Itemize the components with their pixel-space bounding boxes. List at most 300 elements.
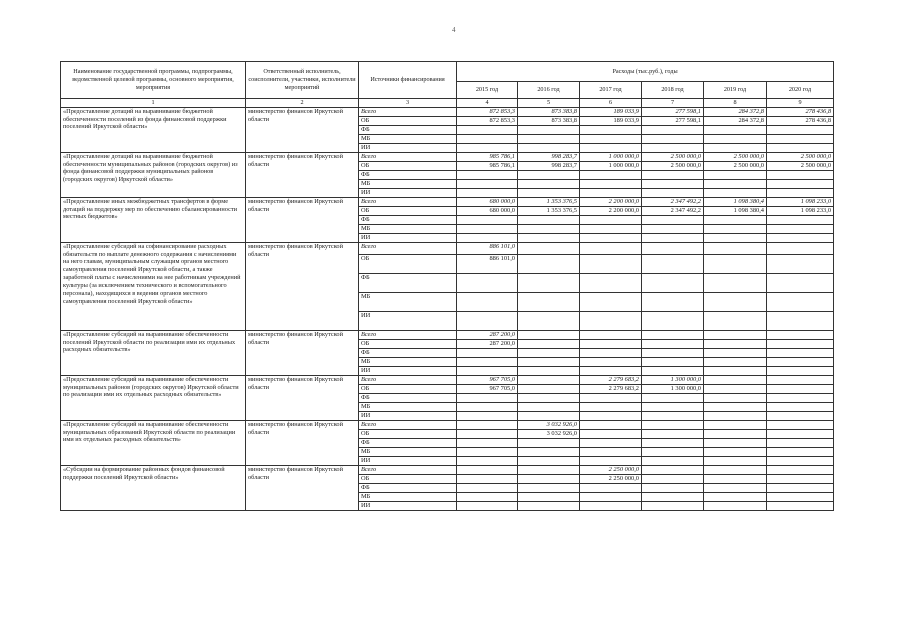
- amount-cell: [580, 215, 642, 224]
- amount-cell: 886 101,0: [457, 254, 518, 273]
- amount-cell: [457, 393, 518, 402]
- amount-cell: [518, 411, 580, 420]
- funding-source: ОБ: [359, 206, 457, 215]
- funding-source: ОБ: [359, 429, 457, 438]
- amount-cell: [518, 273, 580, 292]
- amount-cell: [457, 429, 518, 438]
- funding-source: Всего: [359, 107, 457, 116]
- header-sources: Источники финансирования: [359, 62, 457, 99]
- amount-cell: [704, 292, 767, 311]
- funding-source: МБ: [359, 402, 457, 411]
- amount-cell: [642, 242, 704, 254]
- responsible-executor: министерство финансов Иркутской области: [246, 242, 359, 330]
- amount-cell: [767, 330, 834, 339]
- amount-cell: 873 383,8: [518, 116, 580, 125]
- amount-cell: [457, 143, 518, 152]
- amount-cell: 2 250 000,0: [580, 474, 642, 483]
- amount-cell: [580, 393, 642, 402]
- amount-cell: 3 032 926,0: [518, 429, 580, 438]
- amount-cell: [518, 311, 580, 330]
- amount-cell: [642, 254, 704, 273]
- responsible-executor: министерство финансов Иркутской области: [246, 420, 359, 465]
- amount-cell: [704, 224, 767, 233]
- amount-cell: [767, 125, 834, 134]
- amount-cell: [457, 188, 518, 197]
- amount-cell: [580, 492, 642, 501]
- amount-cell: [767, 474, 834, 483]
- table-row: [61, 242, 834, 254]
- funding-source: Всего: [359, 375, 457, 384]
- amount-cell: [704, 438, 767, 447]
- amount-cell: [767, 242, 834, 254]
- amount-cell: 2 347 492,2: [642, 197, 704, 206]
- amount-cell: 2 347 492,2: [642, 206, 704, 215]
- amount-cell: [704, 492, 767, 501]
- amount-cell: [518, 348, 580, 357]
- amount-cell: 886 101,0: [457, 242, 518, 254]
- funding-source: Всего: [359, 330, 457, 339]
- amount-cell: 1 300 000,0: [642, 375, 704, 384]
- funding-source: ОБ: [359, 384, 457, 393]
- amount-cell: 278 436,8: [767, 107, 834, 116]
- amount-cell: [457, 501, 518, 510]
- amount-cell: [767, 292, 834, 311]
- amount-cell: [518, 215, 580, 224]
- amount-cell: [767, 420, 834, 429]
- amount-cell: [642, 224, 704, 233]
- budget-table: [60, 61, 834, 511]
- responsible-executor: министерство финансов Иркутской области: [246, 152, 359, 197]
- amount-cell: [580, 366, 642, 375]
- amount-cell: 985 786,1: [457, 152, 518, 161]
- amount-cell: [767, 233, 834, 242]
- amount-cell: [580, 170, 642, 179]
- table-row: [61, 420, 834, 429]
- amount-cell: [642, 233, 704, 242]
- amount-cell: [457, 179, 518, 188]
- amount-cell: [580, 224, 642, 233]
- amount-cell: [767, 339, 834, 348]
- funding-source: ИИ: [359, 366, 457, 375]
- amount-cell: [642, 134, 704, 143]
- amount-cell: [457, 402, 518, 411]
- amount-cell: [580, 420, 642, 429]
- amount-cell: [767, 375, 834, 384]
- funding-source: ФБ: [359, 483, 457, 492]
- funding-source: ОБ: [359, 161, 457, 170]
- amount-cell: [580, 411, 642, 420]
- funding-source: МБ: [359, 357, 457, 366]
- column-index: 9: [767, 99, 834, 108]
- amount-cell: 1 300 000,0: [642, 384, 704, 393]
- amount-cell: [580, 483, 642, 492]
- program-name: «Предоставление субсидий на выравнивание обеспеченности муниципальных образований Иркутской области по реализации ими их отдельных расходных обязательств»: [61, 420, 246, 465]
- amount-cell: [642, 429, 704, 438]
- amount-cell: 998 283,7: [518, 152, 580, 161]
- amount-cell: [642, 292, 704, 311]
- amount-cell: [580, 179, 642, 188]
- amount-cell: [518, 483, 580, 492]
- amount-cell: 2 500 000,0: [704, 161, 767, 170]
- amount-cell: 1 353 376,5: [518, 197, 580, 206]
- amount-cell: [704, 474, 767, 483]
- amount-cell: [457, 483, 518, 492]
- amount-cell: [767, 311, 834, 330]
- amount-cell: [767, 384, 834, 393]
- amount-cell: [642, 143, 704, 152]
- amount-cell: 189 033,9: [580, 116, 642, 125]
- funding-source: ФБ: [359, 170, 457, 179]
- amount-cell: [767, 357, 834, 366]
- amount-cell: [704, 125, 767, 134]
- amount-cell: 284 372,8: [704, 116, 767, 125]
- amount-cell: [704, 393, 767, 402]
- funding-source: ОБ: [359, 254, 457, 273]
- amount-cell: [767, 492, 834, 501]
- amount-cell: [457, 125, 518, 134]
- header-year: 2020 год: [767, 82, 834, 99]
- amount-cell: [518, 393, 580, 402]
- amount-cell: [642, 311, 704, 330]
- amount-cell: [767, 393, 834, 402]
- amount-cell: [518, 125, 580, 134]
- header-program: Наименование государственной программы, подпрограммы, ведомственной целевой программы, основного мероприятия, мероприятия: [61, 62, 246, 99]
- amount-cell: [642, 125, 704, 134]
- funding-source: ФБ: [359, 393, 457, 402]
- funding-source: МБ: [359, 179, 457, 188]
- amount-cell: [767, 215, 834, 224]
- amount-cell: [642, 215, 704, 224]
- amount-cell: [704, 215, 767, 224]
- amount-cell: [518, 366, 580, 375]
- funding-source: ОБ: [359, 474, 457, 483]
- amount-cell: [518, 143, 580, 152]
- amount-cell: [518, 170, 580, 179]
- amount-cell: [642, 438, 704, 447]
- funding-source: Всего: [359, 197, 457, 206]
- amount-cell: [518, 375, 580, 384]
- responsible-executor: министерство финансов Иркутской области: [246, 465, 359, 510]
- funding-source: МБ: [359, 492, 457, 501]
- amount-cell: [518, 242, 580, 254]
- amount-cell: [767, 273, 834, 292]
- header-year: 2019 год: [704, 82, 767, 99]
- amount-cell: [457, 474, 518, 483]
- amount-cell: [767, 348, 834, 357]
- program-name: «Субсидии на формирование районных фондов финансовой поддержки поселений Иркутской области»: [61, 465, 246, 510]
- amount-cell: [767, 402, 834, 411]
- amount-cell: [518, 339, 580, 348]
- header-year: 2017 год: [580, 82, 642, 99]
- column-index: 6: [580, 99, 642, 108]
- amount-cell: [580, 254, 642, 273]
- amount-cell: [642, 411, 704, 420]
- header-responsible: Ответственный исполнитель, соисполнители, участники, исполнители мероприятий: [246, 62, 359, 99]
- funding-source: ФБ: [359, 348, 457, 357]
- amount-cell: [518, 188, 580, 197]
- amount-cell: [580, 330, 642, 339]
- amount-cell: [580, 501, 642, 510]
- amount-cell: [767, 411, 834, 420]
- amount-cell: [518, 254, 580, 273]
- amount-cell: [580, 402, 642, 411]
- amount-cell: 1 098 233,0: [767, 197, 834, 206]
- amount-cell: 278 436,8: [767, 116, 834, 125]
- amount-cell: [767, 179, 834, 188]
- amount-cell: [642, 348, 704, 357]
- amount-cell: [518, 474, 580, 483]
- header-year: 2016 год: [518, 82, 580, 99]
- amount-cell: [704, 501, 767, 510]
- amount-cell: [457, 420, 518, 429]
- funding-source: Всего: [359, 465, 457, 474]
- amount-cell: [704, 357, 767, 366]
- amount-cell: [457, 465, 518, 474]
- amount-cell: [457, 224, 518, 233]
- amount-cell: [704, 339, 767, 348]
- amount-cell: 680 000,0: [457, 206, 518, 215]
- amount-cell: [704, 273, 767, 292]
- table-row: [61, 197, 834, 206]
- funding-source: ИИ: [359, 501, 457, 510]
- funding-source: ИИ: [359, 188, 457, 197]
- program-name: «Предоставление иных межбюджетных трансфертов в форме дотаций на поддержку мер по обеспечению сбалансированности местных бюджетов»: [61, 197, 246, 242]
- amount-cell: [580, 233, 642, 242]
- amount-cell: [767, 438, 834, 447]
- responsible-executor: министерство финансов Иркутской области: [246, 330, 359, 375]
- amount-cell: [767, 143, 834, 152]
- funding-source: ОБ: [359, 339, 457, 348]
- amount-cell: [518, 179, 580, 188]
- amount-cell: [704, 143, 767, 152]
- amount-cell: [704, 242, 767, 254]
- amount-cell: [580, 188, 642, 197]
- amount-cell: [704, 456, 767, 465]
- amount-cell: [518, 465, 580, 474]
- amount-cell: [642, 420, 704, 429]
- amount-cell: [642, 366, 704, 375]
- amount-cell: [704, 483, 767, 492]
- amount-cell: [642, 474, 704, 483]
- amount-cell: [767, 134, 834, 143]
- amount-cell: [704, 311, 767, 330]
- amount-cell: 1 000 000,0: [580, 161, 642, 170]
- amount-cell: [457, 438, 518, 447]
- amount-cell: 873 383,8: [518, 107, 580, 116]
- amount-cell: [704, 366, 767, 375]
- amount-cell: [457, 366, 518, 375]
- program-name: «Предоставление субсидий на софинансирование расходных обязательств по выплате денежного содержания с начислениями на него главам, муниципальным служащим органов местного самоуправления поселений Иркутской области, а также заработной платы с начислениями на нее работникам учреждений культуры (за исключением технического и вспомогательного персонала), находящихся в ведении органов местного самоуправления поселений Иркутской области»: [61, 242, 246, 330]
- amount-cell: 2 250 000,0: [580, 465, 642, 474]
- amount-cell: [457, 170, 518, 179]
- amount-cell: [580, 348, 642, 357]
- amount-cell: [642, 273, 704, 292]
- funding-source: Всего: [359, 152, 457, 161]
- amount-cell: [580, 273, 642, 292]
- amount-cell: [457, 492, 518, 501]
- amount-cell: [767, 447, 834, 456]
- amount-cell: [704, 233, 767, 242]
- amount-cell: [518, 438, 580, 447]
- funding-source: ОБ: [359, 116, 457, 125]
- amount-cell: [704, 179, 767, 188]
- amount-cell: [518, 447, 580, 456]
- amount-cell: [518, 357, 580, 366]
- amount-cell: [642, 188, 704, 197]
- responsible-executor: министерство финансов Иркутской области: [246, 107, 359, 152]
- funding-source: ИИ: [359, 311, 457, 330]
- funding-source: Всего: [359, 242, 457, 254]
- amount-cell: 189 033,9: [580, 107, 642, 116]
- amount-cell: [642, 170, 704, 179]
- amount-cell: [518, 330, 580, 339]
- amount-cell: 1 098 380,4: [704, 197, 767, 206]
- amount-cell: [767, 366, 834, 375]
- amount-cell: [704, 447, 767, 456]
- program-name: «Предоставление субсидий на выравнивание обеспеченности поселений Иркутской области по реализации ими их отдельных расходных обязательств»: [61, 330, 246, 375]
- funding-source: ИИ: [359, 411, 457, 420]
- amount-cell: [457, 311, 518, 330]
- amount-cell: 1 353 376,5: [518, 206, 580, 215]
- amount-cell: [518, 224, 580, 233]
- amount-cell: [580, 357, 642, 366]
- amount-cell: 3 032 926,0: [518, 420, 580, 429]
- amount-cell: [767, 465, 834, 474]
- amount-cell: 1 098 380,4: [704, 206, 767, 215]
- column-index: 4: [457, 99, 518, 108]
- amount-cell: [518, 501, 580, 510]
- funding-source: ФБ: [359, 273, 457, 292]
- responsible-executor: министерство финансов Иркутской области: [246, 375, 359, 420]
- amount-cell: [704, 188, 767, 197]
- amount-cell: [580, 311, 642, 330]
- amount-cell: [457, 447, 518, 456]
- amount-cell: [642, 330, 704, 339]
- amount-cell: [580, 143, 642, 152]
- responsible-executor: министерство финансов Иркутской области: [246, 197, 359, 242]
- amount-cell: [704, 420, 767, 429]
- amount-cell: [767, 456, 834, 465]
- amount-cell: 967 705,0: [457, 384, 518, 393]
- column-index: 5: [518, 99, 580, 108]
- amount-cell: 2 500 000,0: [767, 152, 834, 161]
- table-row: [61, 330, 834, 339]
- amount-cell: [642, 402, 704, 411]
- amount-cell: 2 279 683,2: [580, 384, 642, 393]
- amount-cell: [704, 254, 767, 273]
- amount-cell: 998 283,7: [518, 161, 580, 170]
- funding-source: МБ: [359, 447, 457, 456]
- amount-cell: 967 705,0: [457, 375, 518, 384]
- funding-source: МБ: [359, 224, 457, 233]
- amount-cell: [580, 134, 642, 143]
- amount-cell: [704, 465, 767, 474]
- table-row: [61, 465, 834, 474]
- amount-cell: 287 200,0: [457, 339, 518, 348]
- amount-cell: [642, 393, 704, 402]
- amount-cell: [580, 429, 642, 438]
- amount-cell: [457, 134, 518, 143]
- amount-cell: [642, 501, 704, 510]
- column-index: 8: [704, 99, 767, 108]
- header-expenses: Расходы (тыс.руб.), годы: [457, 62, 834, 82]
- amount-cell: 1 098 233,0: [767, 206, 834, 215]
- amount-cell: 680 000,0: [457, 197, 518, 206]
- funding-source: ИИ: [359, 143, 457, 152]
- amount-cell: [642, 179, 704, 188]
- amount-cell: [518, 402, 580, 411]
- amount-cell: [518, 492, 580, 501]
- amount-cell: [457, 411, 518, 420]
- amount-cell: [457, 456, 518, 465]
- amount-cell: 2 500 000,0: [642, 152, 704, 161]
- amount-cell: 2 500 000,0: [642, 161, 704, 170]
- amount-cell: [580, 242, 642, 254]
- funding-source: МБ: [359, 134, 457, 143]
- program-name: «Предоставление субсидий на выравнивание обеспеченности муниципальных районов (городских округов) Иркутской области по реализации ими их отдельных расходных обязательств»: [61, 375, 246, 420]
- amount-cell: 2 500 000,0: [704, 152, 767, 161]
- funding-source: ФБ: [359, 438, 457, 447]
- amount-cell: [704, 348, 767, 357]
- amount-cell: [704, 384, 767, 393]
- amount-cell: [642, 447, 704, 456]
- amount-cell: [518, 134, 580, 143]
- table-row: [61, 375, 834, 384]
- amount-cell: [704, 134, 767, 143]
- amount-cell: [642, 357, 704, 366]
- amount-cell: [457, 215, 518, 224]
- amount-cell: [767, 224, 834, 233]
- amount-cell: [457, 348, 518, 357]
- amount-cell: 1 000 000,0: [580, 152, 642, 161]
- amount-cell: [457, 357, 518, 366]
- amount-cell: [518, 233, 580, 242]
- column-index: 7: [642, 99, 704, 108]
- amount-cell: [767, 501, 834, 510]
- amount-cell: [767, 188, 834, 197]
- amount-cell: 2 279 683,2: [580, 375, 642, 384]
- funding-source: ИИ: [359, 456, 457, 465]
- amount-cell: [767, 483, 834, 492]
- amount-cell: [457, 292, 518, 311]
- amount-cell: 277 598,1: [642, 116, 704, 125]
- amount-cell: 284 372,8: [704, 107, 767, 116]
- amount-cell: [704, 411, 767, 420]
- amount-cell: [457, 233, 518, 242]
- amount-cell: [580, 339, 642, 348]
- amount-cell: [767, 170, 834, 179]
- amount-cell: [704, 429, 767, 438]
- column-index: 1: [61, 99, 246, 108]
- amount-cell: 277 598,1: [642, 107, 704, 116]
- amount-cell: [580, 438, 642, 447]
- funding-source: ИИ: [359, 233, 457, 242]
- amount-cell: [704, 170, 767, 179]
- page-number: 4: [452, 26, 456, 34]
- amount-cell: [704, 375, 767, 384]
- amount-cell: [580, 447, 642, 456]
- amount-cell: [704, 402, 767, 411]
- table-row: [61, 152, 834, 161]
- program-name: «Предоставление дотаций на выравнивание бюджетной обеспеченности муниципальных районов (городских округов) из фонда финансовой поддержки муниципальных районов (городских округов) Иркутской области»: [61, 152, 246, 197]
- funding-source: Всего: [359, 420, 457, 429]
- funding-source: МБ: [359, 292, 457, 311]
- amount-cell: [704, 330, 767, 339]
- column-index: 3: [359, 99, 457, 108]
- program-name: «Предоставление дотаций на выравнивание бюджетной обеспеченности поселений из фонда финансовой поддержки поселений Иркутской области»: [61, 107, 246, 152]
- funding-source: ФБ: [359, 215, 457, 224]
- table-row: [61, 107, 834, 116]
